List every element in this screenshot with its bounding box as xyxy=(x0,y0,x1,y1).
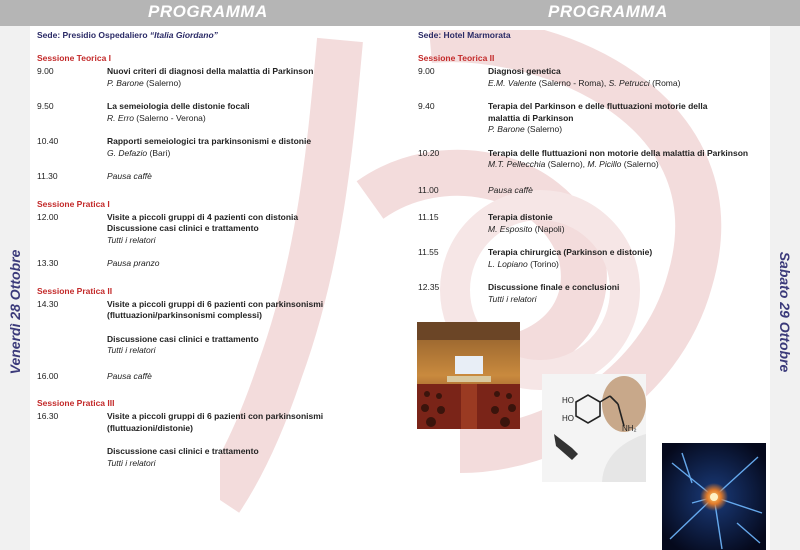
header-bar xyxy=(0,0,800,26)
program-item: 9.50 La semeiologia delle distonie focali R. Erro (Salerno - Verona) xyxy=(37,101,250,123)
program-item: 12.35 Discussione finale e conclusioni Tutti i relatori xyxy=(418,282,620,304)
left-date-label: Venerdì 28 Ottobre xyxy=(7,249,23,375)
program-item: 9.40 Terapia del Parkinson e delle fluttuazioni motorie della malattia di Parkinson P. Barone (Salerno) xyxy=(418,101,708,134)
program-item: 9.00 Nuovi criteri di diagnosi della malattia di Parkinson P. Barone (Salerno) xyxy=(37,66,314,88)
session-title: Sessione Pratica I xyxy=(37,198,110,209)
session-title: Sessione Pratica II xyxy=(37,285,113,296)
break-item: 13.30 Pausa pranzo xyxy=(37,258,160,268)
day1-venue: Sede: Presidio Ospedaliero “Italia Giordano” xyxy=(37,30,218,40)
molecule-label: HO xyxy=(562,414,574,423)
program-item: 14.30 Visite a piccoli gruppi di 6 pazienti con parkinsonismi (fluttuazioni/parkinsonismi complessi) Discussione casi clinici e trattamento Tutti i relatori xyxy=(37,298,324,355)
day2-venue: Sede: Hotel Marmorata xyxy=(418,30,511,40)
break-item: 16.00 Pausa caffè xyxy=(37,370,152,381)
day1-column xyxy=(37,30,367,481)
left-date-bar xyxy=(0,26,30,550)
break-item: 11.30 Pausa caffè xyxy=(37,171,152,181)
left-page-title: PROGRAMMA xyxy=(148,2,268,21)
day2-column xyxy=(418,30,768,317)
program-item: 10.20 Terapia delle fluttuazioni non motorie della malattia di Parkinson M.T. Pellecchia (Salerno), M. Picillo (Salerno) xyxy=(418,147,749,169)
neurons-photo xyxy=(662,443,766,550)
program-item: 9.00 Diagnosi genetica E.M. Valente (Salerno - Roma), S. Petrucci (Roma) xyxy=(418,66,681,88)
program-item: 10.40 Rapporti semeiologici tra parkinsonismi e distonie G. Defazio (Bari) xyxy=(37,136,312,158)
session-title: Sessione Teorica II xyxy=(418,53,495,63)
right-page-title: PROGRAMMA xyxy=(548,2,668,21)
molecule-drawing-photo xyxy=(542,374,646,482)
session-title: Sessione Pratica III xyxy=(37,398,115,408)
program-item: 11.15 Terapia distonie M. Esposito (Napoli) xyxy=(418,212,565,234)
program-item: 12.00 Visite a piccoli gruppi di 4 pazienti con distonia Discussione casi clinici e trattamento Tutti i relatori xyxy=(37,211,299,245)
program-item: 16.30 Visite a piccoli gruppi di 6 pazienti con parkinsonismi (fluttuazioni/distonie) Discussione casi clinici e trattamento Tutti i relatori xyxy=(37,411,324,468)
molecule-label: NH₂ xyxy=(622,424,637,433)
right-date-label: Sabato 29 Ottobre xyxy=(777,251,793,373)
session-title: Sessione Teorica I xyxy=(37,53,112,63)
conference-hall-photo xyxy=(417,322,520,429)
molecule-label: HO xyxy=(562,396,574,405)
break-item: 11.00 Pausa caffè xyxy=(418,184,533,195)
program-item: 11.55 Terapia chirurgica (Parkinson e distonie) L. Lopiano (Torino) xyxy=(418,247,653,269)
